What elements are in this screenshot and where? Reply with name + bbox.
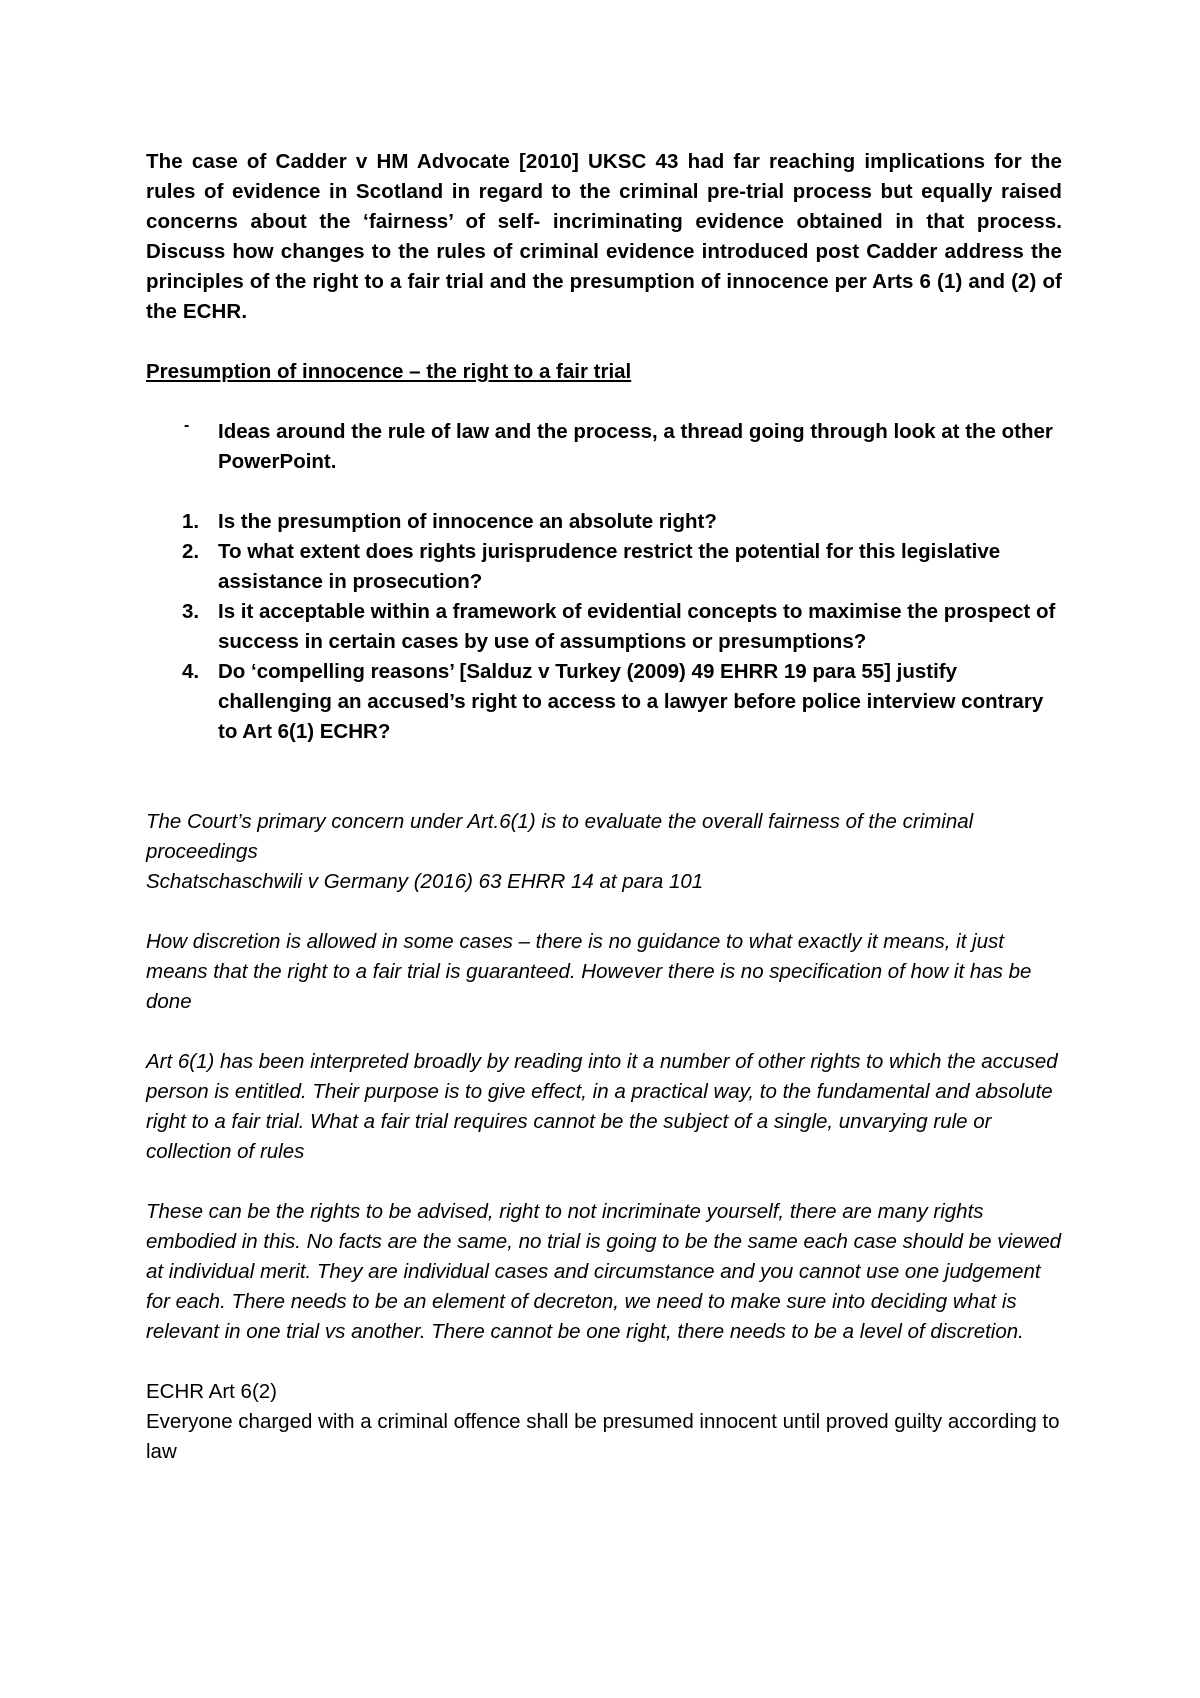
number-marker: 3. [182,600,200,623]
list-item [146,507,1062,537]
list-item [146,657,1062,747]
list-item-text: Do ‘compelling reasons’ [Salduz v Turkey (2009) 49 EHRR 19 para 55] justify challenging an accused’s right to access to a lawyer before police interview contrary to Art 6(1) ECHR? [218,660,1044,743]
list-item-text: Ideas around the rule of law and the process, a thread going through look at the other PowerPoint. [218,420,1053,473]
intro-paragraph: The case of Cadder v HM Advocate [2010] UKSC 43 had far reaching implications for the rules of evidence in Scotland in regard to the criminal pre-trial process but equally raised concerns about the ‘fairness’ of self- incriminating evidence obtained in that process. Discuss how changes to the rules of criminal evidence introduced post Cadder address the principles of the right to a fair trial and the presumption of innocence per Arts 6 (1) and (2) of the ECHR. [146,150,1062,323]
number-marker: 4. [182,660,200,683]
quote-citation: Schatschaschwili v Germany (2016) 63 EHRR 14 at para 101 [146,870,704,893]
question-list [146,507,1062,747]
article-block [146,1377,1062,1467]
note-paragraph: Art 6(1) has been interpreted broadly by reading into it a number of other rights to which the accused person is entitled. Their purpose is to give effect, in a practical way, to the fundamental and absolute right to a fair trial. What a fair trial requires cannot be the subject of a single, unvarying rule or collection of rules [146,1050,1058,1163]
article-text: Everyone charged with a criminal offence shall be presumed innocent until proved guilty according to law [146,1410,1060,1463]
list-item [146,597,1062,657]
section-heading: Presumption of innocence – the right to a fair trial [146,360,632,383]
number-marker: 1. [182,510,200,533]
note-paragraph: How discretion is allowed in some cases – there is no guidance to what exactly it means, it just means that the right to a fair trial is guaranteed. However there is no specification of how it has be done [146,930,1032,1013]
number-marker: 2. [182,540,200,563]
quote-text: The Court’s primary concern under Art.6(1) is to evaluate the overall fairness of the criminal proceedings [146,810,974,863]
list-item-text: Is the presumption of innocence an absolute right? [218,510,717,533]
list-item [146,537,1062,597]
list-item-text: To what extent does rights jurisprudence restrict the potential for this legislative assistance in prosecution? [218,540,1001,593]
quote-block [146,807,1062,897]
article-title: ECHR Art 6(2) [146,1380,277,1403]
dash-marker: - [184,417,190,434]
list-item [146,417,1062,477]
note-paragraph: These can be the rights to be advised, right to not incriminate yourself, there are many rights embodied in this. No facts are the same, no trial is going to be the same each case should be viewed at individual merit. They are individual cases and circumstance and you cannot use one judgement for each. There needs to be an element of decreton, we need to make sure into deciding what is relevant in one trial vs another. There cannot be one right, there needs to be a level of discretion. [146,1200,1062,1343]
dash-list [146,417,1062,477]
list-item-text: Is it acceptable within a framework of evidential concepts to maximise the prospect of success in certain cases by use of assumptions or presumptions? [218,600,1056,653]
